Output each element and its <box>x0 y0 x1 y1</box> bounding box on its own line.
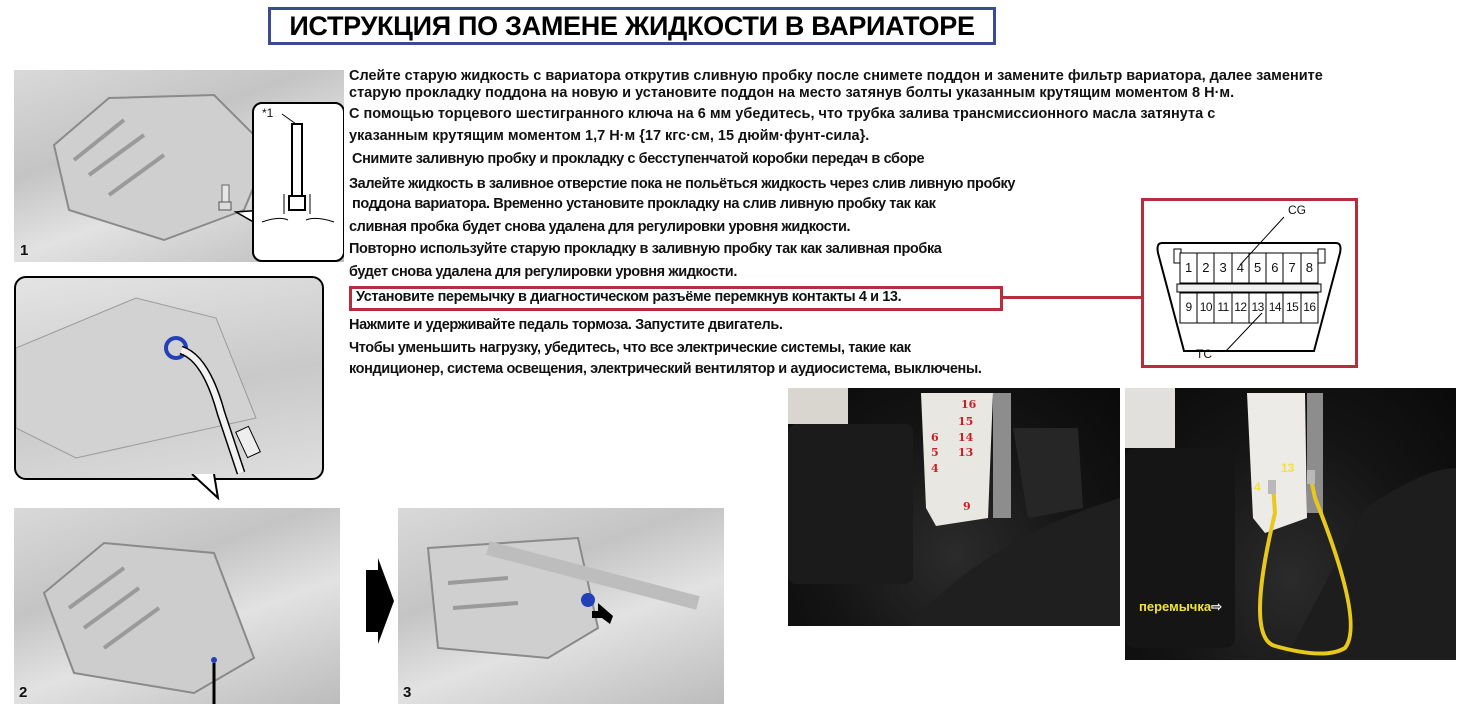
figure-fill-hole <box>14 276 324 480</box>
pin-number: 10 <box>1199 300 1213 314</box>
connector-photo-illustration <box>788 388 1120 626</box>
pin-number: 2 <box>1202 260 1210 275</box>
pin-label: 14 <box>958 431 974 444</box>
callout-box <box>252 102 344 262</box>
pin-number: 3 <box>1219 260 1227 275</box>
jumper-text: перемычка <box>1139 599 1212 614</box>
pin-number: 14 <box>1268 300 1282 314</box>
instruction-line-6: Залейте жидкость в заливное отверстие пока не польёться жидкость через слив ливную пробку <box>349 176 1016 192</box>
cg-label: CG <box>1288 203 1306 217</box>
pin-label: 4 <box>931 462 939 475</box>
figure-number: 3 <box>403 684 412 701</box>
fill-hole-illustration <box>16 278 322 478</box>
speech-bubble-tail <box>190 474 230 500</box>
pin-label: 16 <box>961 398 977 411</box>
photo-jumper-installed <box>1125 388 1456 660</box>
instruction-line-9: Повторно используйте старую прокладку в заливную пробку так как заливная пробка <box>349 241 942 257</box>
instruction-line-1: Слейте старую жидкость с вариатора открутив сливную пробку после снимете поддон и замените фильтр вариатора, далее замените <box>349 68 1323 84</box>
arrow-right-icon: ⇨ <box>1211 599 1222 614</box>
pin-number: 16 <box>1303 300 1316 314</box>
tc-label: TC <box>1196 347 1212 361</box>
obd-connector-icon <box>1144 201 1355 365</box>
next-step-arrow-icon <box>366 558 394 644</box>
pin-number: 4 <box>1236 260 1244 275</box>
page-title: ИСТРУКЦИЯ ПО ЗАМЕНЕ ЖИДКОСТИ В ВАРИАТОРЕ <box>268 7 996 45</box>
obd-bottom-row <box>1180 300 1318 314</box>
pin-number: 11 <box>1217 300 1229 314</box>
pin-label: 13 <box>958 446 974 459</box>
figure-2-drain-plug <box>14 508 340 704</box>
instruction-line-14: кондиционер, система освещения, электрический вентилятор и аудиосистема, выключены. <box>349 361 982 377</box>
oil-pan-drain-illustration <box>14 508 340 704</box>
instruction-line-jumper: Установите перемычку в диагностическом разъёме перемкнув контакты 4 и 13. <box>356 289 902 305</box>
transmission-illustration <box>398 508 724 704</box>
pin-4-label: 4 <box>1254 480 1261 494</box>
figure-number: 2 <box>19 684 28 701</box>
pin-number: 9 <box>1185 300 1192 314</box>
pin-label: 9 <box>963 500 971 513</box>
pin-label: 5 <box>931 446 939 459</box>
callout-label: *1 <box>262 106 274 120</box>
instruction-line-13: Чтобы уменьшить нагрузку, убедитесь, что все электрические системы, такие как <box>349 340 911 356</box>
pin-label: 6 <box>931 431 939 444</box>
pin-number: 5 <box>1254 260 1262 275</box>
instruction-line-7: поддона вариатора. Временно установите прокладку на слив ливную пробку так как <box>352 196 936 212</box>
instruction-line-3: С помощью торцевого шестигранного ключа на 6 мм убедитесь, что трубка залива трансмиссионного масла затянута с <box>349 106 1216 122</box>
obd-top-row <box>1180 260 1318 275</box>
pin-number: 1 <box>1185 260 1193 275</box>
pin-number: 8 <box>1305 260 1313 275</box>
instruction-line-8: сливная пробка будет снова удалена для регулировки уровня жидкости. <box>349 219 851 235</box>
pin-13-label: 13 <box>1281 461 1295 475</box>
instruction-line-10: будет снова удалена для регулировки уровня жидкости. <box>349 264 737 280</box>
figure-1-oil-pan <box>14 70 344 262</box>
pin-number: 6 <box>1271 260 1279 275</box>
obd-connector-diagram <box>1141 198 1358 368</box>
instruction-line-4: указанным крутящим моментом 1,7 Н·м {17 кгс·см, 15 дюйм·фунт-сила}. <box>349 128 870 144</box>
instruction-line-2: старую прокладку поддона на новую и установите поддон на место затянув болты указанным крутящим моментом 8 Н·м. <box>349 85 1235 101</box>
figure-3-fill-plug <box>398 508 724 704</box>
instruction-line-5: Снимите заливную пробку и прокладку с бесступенчатой коробки передач в сборе <box>352 151 925 167</box>
connector-line <box>1003 296 1141 299</box>
jumper-photo-illustration <box>1125 388 1456 660</box>
pin-number: 13 <box>1251 300 1264 314</box>
figure-number: 1 <box>20 242 29 259</box>
jumper-label <box>1139 599 1222 615</box>
photo-obd-connector <box>788 388 1120 626</box>
pin-number: 7 <box>1288 260 1296 275</box>
pin-label: 15 <box>958 415 974 428</box>
drain-plug-detail-icon <box>254 104 343 260</box>
pin-number: 15 <box>1285 300 1299 314</box>
instruction-line-12: Нажмите и удерживайте педаль тормоза. Запустите двигатель. <box>349 317 783 333</box>
pin-number: 12 <box>1234 300 1247 314</box>
